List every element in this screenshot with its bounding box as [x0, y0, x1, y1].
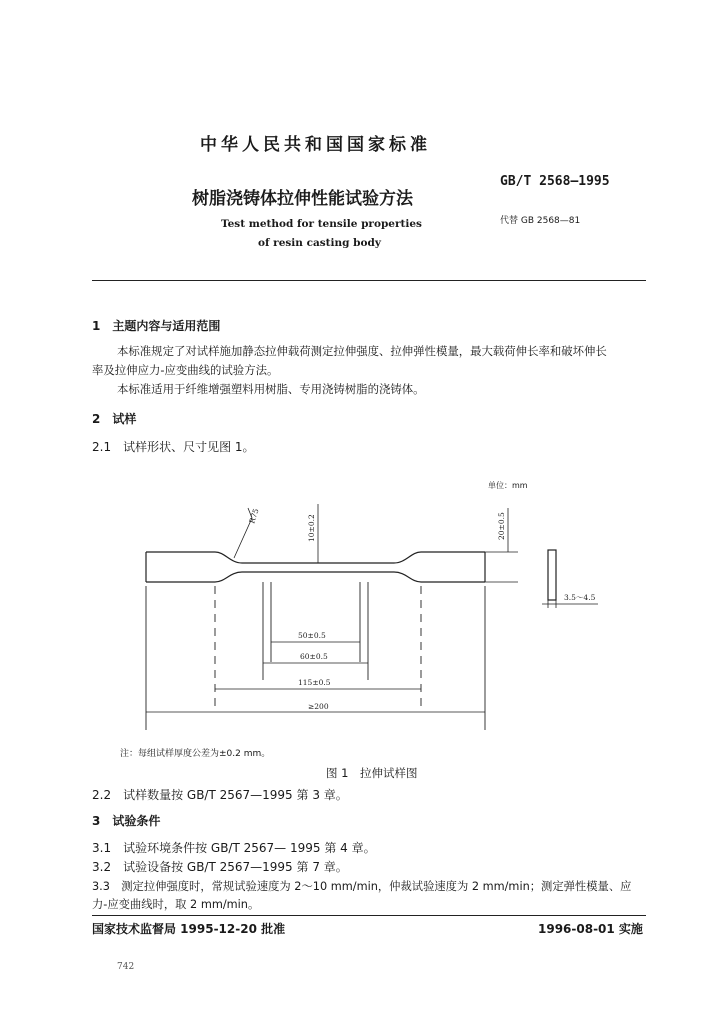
- dim-length-50: 50±0.5: [298, 631, 326, 640]
- clause-3-3-line1: 3.3 测定拉伸强度时，常规试验速度为 2～10 mm/min，仲裁试验速度为 2 mm/min；测定弹性模量、应: [92, 880, 632, 893]
- document-title: 树脂浇铸体拉伸性能试验方法: [192, 189, 413, 209]
- section-3-heading: 3 试验条件: [92, 814, 161, 828]
- clause-2-1: 2.1 试样形状、尺寸见图 1。: [92, 440, 255, 454]
- replaces-note: 代替 GB 2568—81: [500, 216, 581, 226]
- clause-2-2: 2.2 试样数量按 GB/T 2567—1995 第 3 章。: [92, 788, 348, 802]
- dim-length-115: 115±0.5: [298, 678, 331, 687]
- section-1-paragraph-1-line2: 率及拉伸应力-应变曲线的试验方法。: [92, 363, 279, 377]
- standard-number: GB/T 2568—1995: [500, 174, 610, 189]
- dim-r75: R75: [247, 507, 261, 525]
- tensile-specimen-drawing: [130, 490, 610, 740]
- clause-3-2: 3.2 试验设备按 GB/T 2567—1995 第 7 章。: [92, 860, 348, 874]
- header-divider: [92, 280, 646, 281]
- national-standard-heading: 中华人民共和国国家标准: [200, 135, 431, 155]
- clause-3-3-line2: 力-应变曲线时，取 2 mm/min。: [92, 898, 260, 911]
- figure-unit-label: 单位：mm: [488, 481, 528, 490]
- dim-width-20: 20±0.5: [497, 512, 506, 540]
- clause-3-1: 3.1 试验环境条件按 GB/T 2567— 1995 第 4 章。: [92, 841, 376, 855]
- footer-divider: [92, 915, 646, 916]
- page-number: 742: [117, 962, 135, 972]
- approval-note: 国家技术监督局 1995-12-20 批准: [92, 922, 286, 936]
- dim-length-200: ≥200: [308, 702, 329, 711]
- english-title-line1: Test method for tensile properties: [221, 218, 422, 230]
- figure-note: 注：每组试样厚度公差为±0.2 mm。: [120, 749, 271, 759]
- dim-thickness: 3.5～4.5: [564, 593, 596, 602]
- effective-date: 1996-08-01 实施: [538, 922, 643, 936]
- section-1-paragraph-2: 本标准适用于纤维增强塑料用树脂、专用浇铸树脂的浇铸体。: [117, 382, 425, 396]
- english-title-line2: of resin casting body: [258, 237, 381, 249]
- section-1-paragraph-1-line1: 本标准规定了对试样施加静态拉伸载荷测定拉伸强度、拉伸弹性模量，最大载荷伸长率和破坏伸长: [117, 344, 607, 358]
- dim-length-60: 60±0.5: [300, 652, 328, 661]
- section-1-heading: 1 主题内容与适用范围: [92, 319, 221, 333]
- dim-width-10: 10±0.2: [307, 514, 316, 542]
- figure-caption: 图 1 拉伸试样图: [326, 766, 418, 780]
- section-2-heading: 2 试样: [92, 412, 137, 426]
